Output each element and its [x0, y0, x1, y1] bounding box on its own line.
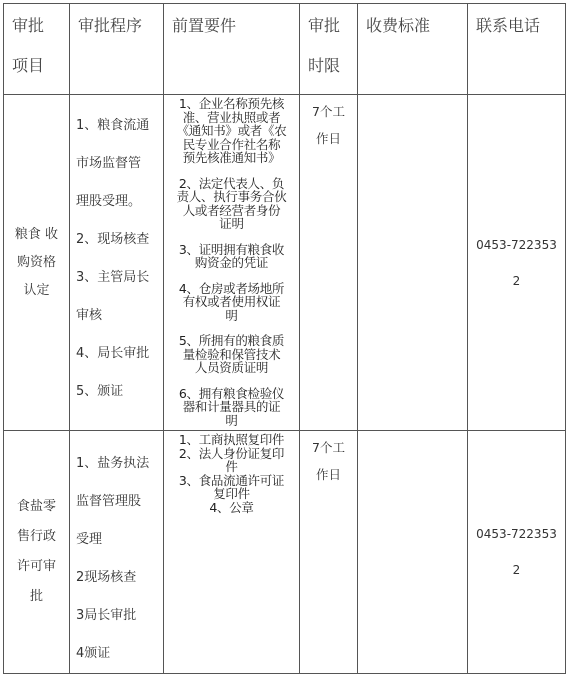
header-item-line: 审批: [12, 16, 45, 35]
requirement-line: 件: [225, 459, 238, 474]
item-line: 批: [29, 589, 43, 604]
header-time-limit: [300, 4, 358, 95]
phone-line: 2: [512, 273, 521, 288]
procedure-step: 2、现场核查: [76, 232, 150, 247]
requirement-spacer: [166, 375, 297, 387]
requirement-line: 1、工商执照复印件: [178, 432, 285, 447]
requirement-line: 2、法定代表人、负: [178, 175, 285, 191]
header-row: [4, 4, 566, 95]
requirement-line: 4、仓房或者场地所: [178, 280, 285, 296]
header-requirements: 前置要件: [164, 4, 300, 95]
time-limit-cell: [300, 95, 358, 431]
time-limit-cell: [300, 431, 358, 674]
procedure-step: 受理: [76, 532, 103, 547]
requirement-line: 责人、执行事务合伙: [176, 189, 287, 204]
procedure-cell: [70, 95, 164, 431]
item-line: 许可审: [16, 559, 56, 574]
phone-line: 2: [512, 563, 521, 577]
requirement-line: 量检验和保管技术: [182, 346, 281, 362]
item-line: 购资格: [16, 254, 56, 270]
requirement-line: 有权或者使用权证: [182, 294, 281, 309]
item-cell: [4, 431, 70, 674]
time-limit-line: 7个工: [312, 440, 345, 455]
procedure-step: 市场监督管: [76, 156, 142, 171]
requirement-line: 复印件: [213, 486, 250, 501]
procedure-step: 1、粮食流通: [76, 118, 150, 133]
requirement-line: 购资金的凭证: [194, 255, 269, 270]
header-time-limit-line: 时限: [308, 56, 341, 75]
phone-line: 0453-722353: [476, 237, 557, 252]
procedure-step: 4、局长审批: [76, 346, 150, 361]
header-item: [4, 4, 70, 95]
requirement-spacer: [166, 270, 297, 282]
phone-cell: [468, 95, 566, 431]
procedure-step: 理股受理。: [76, 194, 142, 209]
requirement-line: 4、公章: [209, 499, 254, 515]
header-procedure: 审批程序: [70, 4, 164, 95]
header-phone: 联系电话: [468, 4, 566, 95]
requirements-cell: [164, 431, 300, 674]
phone-line: 0453-722353: [476, 527, 557, 541]
requirement-line: 准、营业执照或者: [182, 109, 281, 125]
procedure-step: 3、主管局长: [76, 270, 150, 285]
item-line: 认定: [23, 282, 50, 298]
header-fee: 收费标准: [358, 4, 468, 95]
approval-table: [3, 3, 566, 674]
item-line: 粮食 收: [14, 226, 59, 242]
procedure-cell: [70, 431, 164, 674]
requirement-line: 民专业合作社名称: [182, 136, 281, 152]
requirement-line: 证明: [219, 216, 244, 231]
requirement-line: 3、食品流通许可证: [178, 472, 285, 488]
requirement-line: 器和计量器具的证: [182, 399, 281, 414]
requirement-line: 6、拥有粮食检验仪: [178, 385, 285, 401]
header-item-line: 项目: [12, 56, 45, 75]
requirement-line: 5、所拥有的粮食质: [178, 333, 285, 348]
time-limit-line: 7个工: [312, 104, 345, 119]
requirement-line: 人或者经营者身份: [182, 202, 281, 218]
item-cell: [4, 95, 70, 431]
requirement-line: 1、企业名称预先核: [178, 96, 285, 111]
procedure-step: 1、盐务执法: [76, 456, 150, 471]
requirement-spacer: [166, 231, 297, 243]
phone-cell: [468, 431, 566, 674]
procedure-step: 审核: [76, 308, 103, 323]
requirements-cell: [164, 95, 300, 431]
requirement-line: 明: [225, 412, 238, 428]
requirement-spacer: [166, 165, 297, 177]
header-time-limit-line: 审批: [308, 16, 341, 35]
table-row: [4, 95, 566, 431]
procedure-step: 2现场核查: [76, 570, 137, 585]
item-line: 售行政: [16, 529, 56, 544]
requirement-line: 明: [225, 307, 238, 323]
procedure-step: 监督管理股: [76, 494, 142, 509]
time-limit-line: 作日: [315, 131, 341, 146]
requirement-line: 《通知书》或者《农: [176, 123, 287, 138]
procedure-step: 5、颁证: [76, 384, 124, 399]
fee-cell: [358, 95, 468, 431]
requirement-line: 预先核准通知书》: [182, 150, 281, 165]
requirement-line: 3、证明拥有粮食收: [178, 241, 285, 257]
requirement-line: 人员资质证明: [194, 360, 269, 375]
procedure-step: 3局长审批: [76, 608, 137, 623]
table-row: [4, 431, 566, 674]
procedure-step: 4颁证: [76, 646, 111, 661]
requirement-line: 2、法人身份证复印: [178, 445, 285, 461]
fee-cell: [358, 431, 468, 674]
time-limit-line: 作日: [315, 467, 341, 482]
item-line: 食盐零: [16, 499, 56, 514]
